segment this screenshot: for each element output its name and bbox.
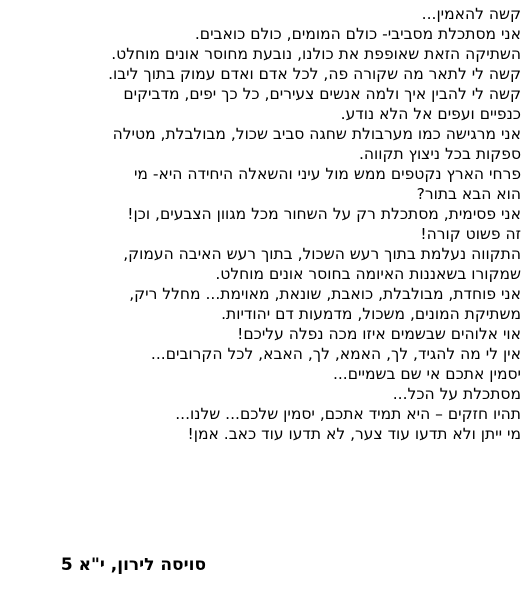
poem-line: קשה לי לתאר מה שקורה פה, לכל אדם ואדם עמוק בתוך ליבו. [108,65,521,83]
poem-line: משתיקת המונים, משכול, מדמעות דם יהודיות. [221,305,521,323]
poem-line: הוא הבא בתור? [416,185,521,203]
poem-line: פרחי הארץ נקטפים ממש מול עיני והשאלה היחידה היא- מי [133,165,521,183]
poem-line: מסתכלת על הכל... [392,385,521,403]
poem-line: תהיו חזקים – היא תמיד אתכם, יסמין שלכם... שלנו... [175,405,521,423]
poem-body [10,4,521,444]
poem-line: קשה לי להבין איך ולמה אנשים צעירים, כל כך יפים, מדביקים [123,85,521,103]
poem-line: זה פשוט קורה! [420,225,521,243]
poem-line: אני פוחדת, מבולבלת, כואבת, שונאת, מאוימת... מחלל ריק, [129,285,521,303]
poem-line: התקווה נעלמת בתוך רעש השכול, בתוך רעש האיבה העמוק, [123,245,521,263]
poem-line: אני מרגישה כמו מערבולת שחגה סביב שכול, מבולבלת, מטילה [112,125,521,143]
poem-line: יסמין אתכם אי שם בשמיים... [332,365,521,383]
poem-line: מי ייתן ולא תדעו עוד צער, לא תדעו עוד כאב. אמן! [187,425,521,443]
poem-line: אוי אלוהים שבשמים איזו מכה נפלה עליכם! [237,325,521,343]
poem-line: כנפיים ועפים אל הלא נודע. [340,105,521,123]
author-signature: סויסה לירון, י"א 5 [60,555,206,575]
poem-line: אני פסימית, מסתכלת רק על השחור מכל מגוון הצבעים, וכן! [127,205,521,223]
poem-line: שמקורו בשאננות האיומה בחוסר אונים מוחלט. [215,265,521,283]
poem-line: ספקות בכל ניצוץ תקווה. [358,145,521,163]
poem-line: אני מסתכלת מסביבי- כולם המומים, כולם כואבים. [194,25,521,43]
poem-line: קשה להאמין... [421,5,521,23]
poem-line: השתיקה הזאת שאופפת את כולנו, נובעת מחוסר אונים מוחלט. [111,45,521,63]
poem-line: אין לי מה להגיד, לך, האמא, לך, האבא, לכל הקרובים... [150,345,521,363]
